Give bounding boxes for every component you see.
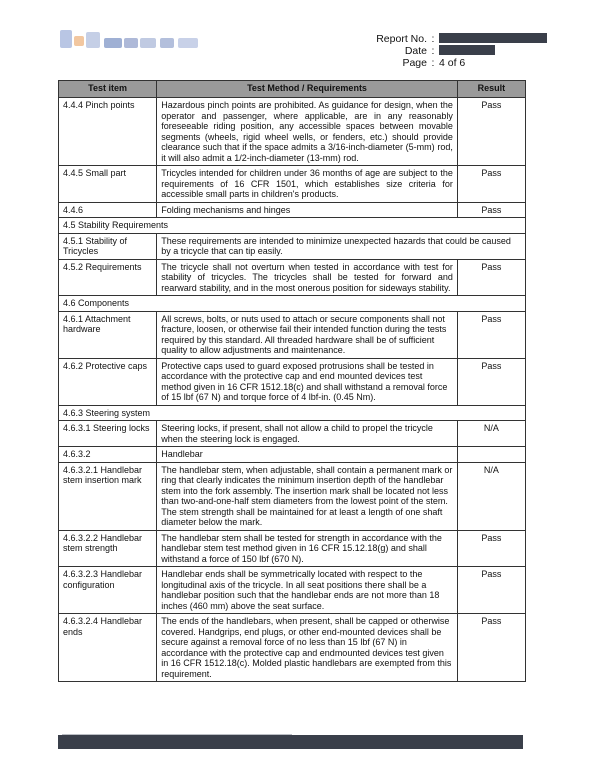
test-item: 4.6.3.1 Steering locks <box>59 421 157 447</box>
table-row <box>59 614 526 682</box>
result-cell <box>457 447 525 463</box>
table-row <box>59 447 526 463</box>
table-row <box>59 530 526 567</box>
section-heading: 4.6 Components <box>59 296 526 312</box>
table-row <box>59 311 526 358</box>
requirement-text: The handlebar stem shall be tested for strength in accordance with the handlebar stem test method given in 16 CFR 15.12.18(g) and shall withstand a force of 150 lbf (670 N). <box>157 530 458 567</box>
table-row <box>59 202 526 218</box>
test-item: 4.6.2 Protective caps <box>59 358 157 405</box>
test-item: 4.4.5 Small part <box>59 166 157 203</box>
requirement-text: Folding mechanisms and hinges <box>157 202 458 218</box>
test-item: 4.6.3.2.3 Handlebar configuration <box>59 567 157 614</box>
redacted-report-number <box>439 33 547 43</box>
section-row <box>59 218 526 234</box>
col-header-requirements: Test Method / Requirements <box>157 81 458 98</box>
requirement-text: The ends of the handlebars, when present, shall be capped or otherwise covered. Handgrips, end plugs, or other end-mounted devices shall be secure against a removal force of no less than 15 lbf (67 N) in accordance with the protective cap and endmounted devices test given in 16 CFR 1512.18(c). Molded plastic handlebars are exempted from this requirement. <box>157 614 458 682</box>
section-heading: 4.5 Stability Requirements <box>59 218 526 234</box>
result-cell: Pass <box>457 530 525 567</box>
section-row <box>59 296 526 312</box>
table-row <box>59 166 526 203</box>
requirement-text: Hazardous pinch points are prohibited. As guidance for design, when the operator and passenger, where applicable, are in any reasonably foreseeable riding position, any accessible spaces between movable segments (wheels, rigid wheel wells, or fenders, etc.) should provide clearance such that if the space admits a 3/16-inch-diameter (5-mm) rod, it will also admit a 1/2-inch-diameter (13-mm) rod. <box>157 98 458 166</box>
test-item: 4.6.3.2.2 Handlebar stem strength <box>59 530 157 567</box>
page-number: 4 of 6 <box>439 57 466 69</box>
report-no-label: Report No. <box>376 33 427 45</box>
table-row <box>59 233 526 259</box>
test-item: 4.4.4 Pinch points <box>59 98 157 166</box>
requirement-text: Protective caps used to guard exposed protrusions shall be tested in accordance with the protective cap and end mounted devices test method given in 16 CFR 1512.18(c) and shall withstand a removal force of 15 lbf (67 N) and torque force of 4 lbf-in. (0.45 Nm). <box>157 358 458 405</box>
result-cell: N/A <box>457 421 525 447</box>
result-cell: Pass <box>457 202 525 218</box>
result-cell: Pass <box>457 259 525 296</box>
redacted-date <box>439 45 495 55</box>
separator: : <box>431 57 435 69</box>
requirement-text: Handlebar <box>157 447 458 463</box>
table-row <box>59 259 526 296</box>
page-label: Page <box>402 57 427 69</box>
requirement-text: All screws, bolts, or nuts used to attach or secure components shall not fracture, loosen, or otherwise fail their intended function during the tests required by this standard. All threaded hardware shall be of sufficient quality to allow adjustments and maintenance. <box>157 311 458 358</box>
test-item: 4.6.3.2 <box>59 447 157 463</box>
redacted-footer-bar <box>58 735 523 749</box>
col-header-test-item: Test item <box>59 81 157 98</box>
date-label: Date <box>404 45 427 57</box>
requirement-text: Steering locks, if present, shall not allow a child to propel the tricycle when the steering lock is engaged. <box>157 421 458 447</box>
requirement-text: The tricycle shall not overturn when tested in accordance with test for stability of tricycles. The tricycles shall be tested for forward and rearward stability, and in the most onerous position for sideways stability. <box>157 259 458 296</box>
separator: : <box>431 33 435 45</box>
table-row <box>59 358 526 405</box>
requirement-text: The handlebar stem, when adjustable, shall contain a permanent mark or ring that clearly indicates the minimum insertion depth of the handlebar stem into the fork assembly. The insertion mark shall be located not less than two-and-one-half stem diameters from the lowest point of the stem. The stem strength shall be maintained for at least a length of one shaft diameter below the mark. <box>157 462 458 530</box>
table-row <box>59 98 526 166</box>
result-cell: Pass <box>457 311 525 358</box>
table-row <box>59 421 526 447</box>
col-header-result: Result <box>457 81 525 98</box>
table-row <box>59 567 526 614</box>
separator: : <box>431 45 435 57</box>
requirement-text: Handlebar ends shall be symmetrically located with respect to the longitudinal axis of the tricycle. In all seat positions there shall be a handlebar position such that the handlebar ends are not more than 18 inches (460 mm) above the seat surface. <box>157 567 458 614</box>
result-cell: Pass <box>457 614 525 682</box>
table-row <box>59 462 526 530</box>
requirement-text: Tricycles intended for children under 36 months of age are subject to the requirements of 16 CFR 1501, which establishes size criteria for accessible small parts in children's products. <box>157 166 458 203</box>
table-header-row <box>59 81 526 98</box>
test-item: 4.4.6 <box>59 202 157 218</box>
test-item: 4.6.3.2.4 Handlebar ends <box>59 614 157 682</box>
result-cell: Pass <box>457 98 525 166</box>
result-cell: N/A <box>457 462 525 530</box>
requirement-text: These requirements are intended to minimize unexpected hazards that could be caused by a tricycle that can tip easily. <box>157 233 526 259</box>
company-logo <box>60 28 200 54</box>
test-item: 4.6.1 Attachment hardware <box>59 311 157 358</box>
test-item: 4.6.3.2.1 Handlebar stem insertion mark <box>59 462 157 530</box>
result-cell: Pass <box>457 567 525 614</box>
section-heading: 4.6.3 Steering system <box>59 405 526 421</box>
test-results-table <box>58 80 526 682</box>
section-row <box>59 405 526 421</box>
test-item: 4.5.1 Stability of Tricycles <box>59 233 157 259</box>
result-cell: Pass <box>457 166 525 203</box>
result-cell: Pass <box>457 358 525 405</box>
report-header <box>375 33 547 69</box>
test-item: 4.5.2 Requirements <box>59 259 157 296</box>
